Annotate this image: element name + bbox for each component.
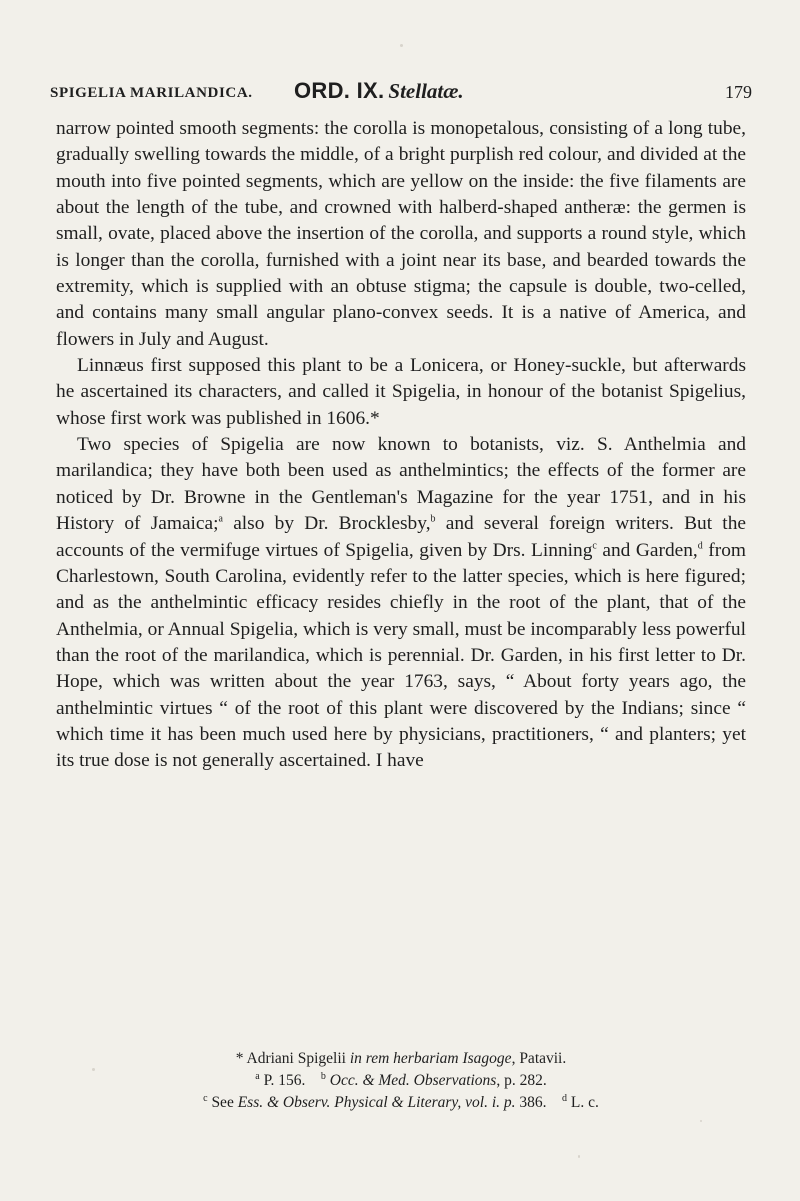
- footnotes: [56, 1048, 746, 1114]
- footnote-star-place: , Patavii.: [511, 1050, 567, 1067]
- footnote-ref-c: c: [592, 540, 597, 552]
- paper-speck: [400, 44, 403, 47]
- footnote-d-text: L. c.: [567, 1094, 599, 1111]
- page-number: 179: [725, 82, 752, 102]
- paragraph-species-part-4: and Garden,: [596, 539, 698, 561]
- footnote-b-text: , p. 282.: [496, 1072, 547, 1089]
- footnote-star-mark: *: [235, 1050, 244, 1067]
- paper-speck: [92, 1068, 95, 1071]
- footnote-a-b: [56, 1070, 746, 1092]
- running-head-stellatae: Stellatæ.: [388, 79, 464, 103]
- paragraph-species-part-1: Two species of Spigelia are now known to botanists, viz. S. Anthelmia and marilandica; they have both been used as anthelmintics; the effects of the former are noticed by Dr. Browne in the Gentleman's Magazine for the year 1751, and in his History of Jamaica;: [56, 434, 746, 535]
- running-head-title: SPIGELIA MARILANDICA.: [50, 85, 253, 101]
- footnote-c-page: 386.: [515, 1094, 547, 1111]
- paper-speck: [578, 1155, 580, 1158]
- running-head-order: [294, 78, 464, 104]
- paper-speck: [700, 1120, 702, 1122]
- body-text: [56, 116, 746, 775]
- footnote-d-mark: d: [562, 1092, 568, 1104]
- footnote-star-title: in rem herbariam Isagoge: [349, 1050, 512, 1067]
- paragraph-species-part-5: from Charlestown, South Carolina, evidently refer to the latter species, which is here figured; and as the anthelmintic efficacy resides chiefly in the root of the plant, that of the Anthelmia, or Annual Spigelia, which is very small, must be incomparably less powerful than the root of the marilandica, which is perennial. Dr. Garden, in his first letter to Dr. Hope, which was written about the year 1763, says, “ About forty years ago, the anthelmintic virtues “ of the root of this plant were discovered by the Indians; since “ which time it has been much used here by physicians, practitioners, “ and planters; yet its true dose is not generally ascertained. I have: [56, 539, 746, 772]
- paragraph-linnaeus: Linnæus first supposed this plant to be a Lonicera, or Honey-suckle, but afterwards he ascertained its characters, and called it Spigelia, in honour of the botanist Spigelius, whose first work was published in 1606.*: [56, 355, 746, 429]
- paragraph-species-part-2: also by Dr. Brocklesby,: [223, 513, 431, 535]
- footnote-star-text: Adriani Spigelii: [243, 1050, 350, 1067]
- footnote-c-title: Ess. & Observ. Physical & Literary, vol. i. p.: [237, 1094, 516, 1111]
- running-head: [50, 78, 752, 108]
- footnote-star: [56, 1048, 746, 1070]
- footnote-ref-b: b: [430, 513, 436, 525]
- footnote-c-text: See: [207, 1094, 238, 1111]
- footnote-c-d: [56, 1092, 746, 1114]
- footnote-ref-d: d: [697, 540, 703, 552]
- footnote-b-mark: b: [320, 1070, 326, 1082]
- footnote-ref-a: a: [218, 513, 223, 525]
- running-head-ord: ORD. IX.: [294, 78, 385, 103]
- footnote-c-mark: c: [203, 1092, 208, 1104]
- footnote-a-mark: a: [255, 1070, 260, 1082]
- paragraph-species: [56, 432, 746, 774]
- footnote-b-title: Occ. & Med. Observations: [325, 1072, 497, 1089]
- paragraph-species-part-3: and several foreign writers. But the accounts of the vermifuge virtues of Spigelia, given by Drs. Linning: [56, 513, 746, 561]
- paragraph-description: narrow pointed smooth segments: the corolla is monopetalous, consisting of a long tube, gradually swelling towards the middle, of a bright purplish red colour, and divided at the mouth into five pointed segments, which are yellow on the inside: the five filaments are about the length of the tube, and crowned with halberd-shaped antheræ: the germen is small, ovate, placed above the insertion of the corolla, and supports a round style, which is longer than the corolla, furnished with a joint near its base, and bearded towards the extremity, which is supplied with an obtuse stigma; the capsule is double, two-celled, and contains many small angular plano-convex seeds. It is a native of America, and flowers in July and August.: [56, 118, 746, 350]
- footnote-a-text: P. 156.: [259, 1072, 306, 1089]
